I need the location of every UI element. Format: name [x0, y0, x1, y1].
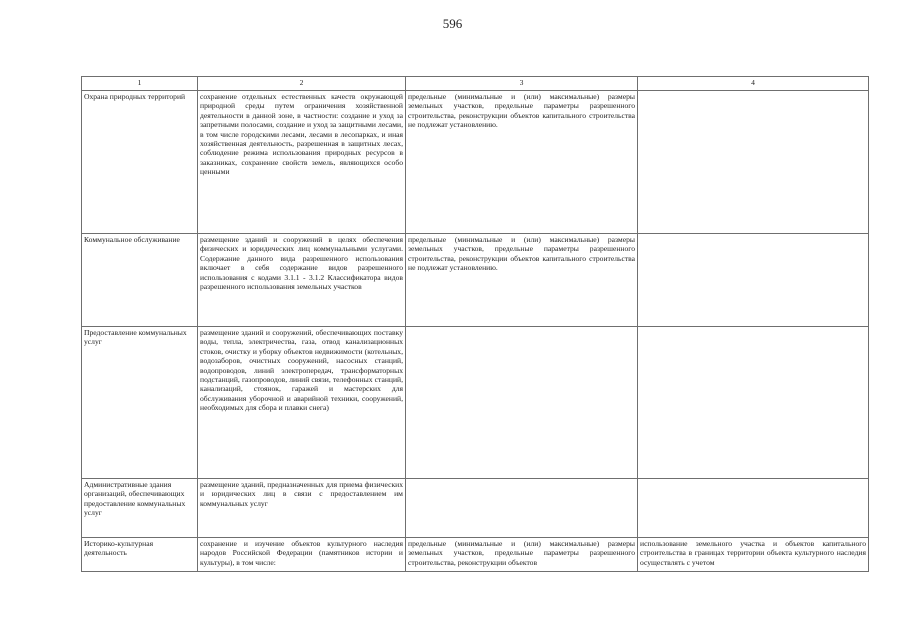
restrictions-cell: использование земельного участка и объектов капитального строительства в границах территории объекта культурного наследия осуществлять с учетом — [638, 538, 869, 572]
column-header: 4 — [638, 77, 869, 91]
use-type-name: Административные здания организаций, обеспечивающих предоставление коммунальных услуг — [82, 479, 198, 538]
use-type-name: Охрана природных территорий — [82, 91, 198, 234]
use-type-name: Историко-культурная деятельность — [82, 538, 198, 572]
parameters-cell: предельные (минимальные и (или) максимальные) размеры земельных участков, предельные параметры разрешенного строительства, реконструкции объектов — [406, 538, 638, 572]
page-number: 596 — [442, 16, 463, 31]
use-type-description: размещение зданий и сооружений, обеспечивающих поставку воды, тепла, электричества, газа, отвод канализационных стоков, очистку и уборку объектов недвижимости (котельных, водозаборов, очистных сооружений, насосных станций, водопроводов, линий электропередач, трансформаторных подстанций, газопроводов, линий связи, телефонных станций, канализаций, стоянок, гаражей и мастерских для обслуживания уборочной и аварийной техники, сооружений, необходимых для сбора и плавки снега) — [198, 327, 406, 479]
table-row — [82, 91, 869, 234]
use-type-description: сохранение отдельных естественных качеств окружающей природной среды путем ограничения хозяйственной деятельности в данной зоне, в частности: создание и уход за запретными полосами, создание и уход за защитными лесами, в том числе городскими лесами, лесами в лесопарках, и иная хозяйственная деятельность, разрешенная в защитных лесах, соблюдение режима использования природных ресурсов в заказниках, сохранение свойств земель, являющихся особо ценными — [198, 91, 406, 234]
restrictions-cell — [638, 91, 869, 234]
table-row — [82, 234, 869, 327]
use-type-description: размещение зданий и сооружений в целях обеспечения физических и юридических лиц коммунальными услугами. Содержание данного вида разрешенного использования включает в себя содержание видов разрешенного использования с кодами 3.1.1 - 3.1.2 Классификатора видов разрешенного использования земельных участков — [198, 234, 406, 327]
parameters-cell — [406, 327, 638, 479]
use-type-description: размещение зданий, предназначенных для приема физических и юридических лиц в связи с предоставлением им коммунальных услуг — [198, 479, 406, 538]
column-header: 1 — [82, 77, 198, 91]
parameters-cell: предельные (минимальные и (или) максимальные) размеры земельных участков, предельные параметры разрешенного строительства, реконструкции объектов капитального строительства не подлежат установлению. — [406, 91, 638, 234]
parameters-cell: предельные (минимальные и (или) максимальные) размеры земельных участков, предельные параметры разрешенного строительства, реконструкции объектов капитального строительства не подлежат установлению. — [406, 234, 638, 327]
table-header-row — [82, 77, 869, 91]
column-header: 3 — [406, 77, 638, 91]
use-type-description: сохранение и изучение объектов культурного наследия народов Российской Федерации (памятников истории и культуры), в том числе: — [198, 538, 406, 572]
use-type-name: Предоставление коммунальных услуг — [82, 327, 198, 479]
restrictions-cell — [638, 327, 869, 479]
table-row — [82, 538, 869, 572]
column-header: 2 — [198, 77, 406, 91]
restrictions-cell — [638, 234, 869, 327]
restrictions-cell — [638, 479, 869, 538]
table-row — [82, 479, 869, 538]
parameters-cell — [406, 479, 638, 538]
land-use-table — [81, 76, 869, 572]
table-row — [82, 327, 869, 479]
use-type-name: Коммунальное обслуживание — [82, 234, 198, 327]
